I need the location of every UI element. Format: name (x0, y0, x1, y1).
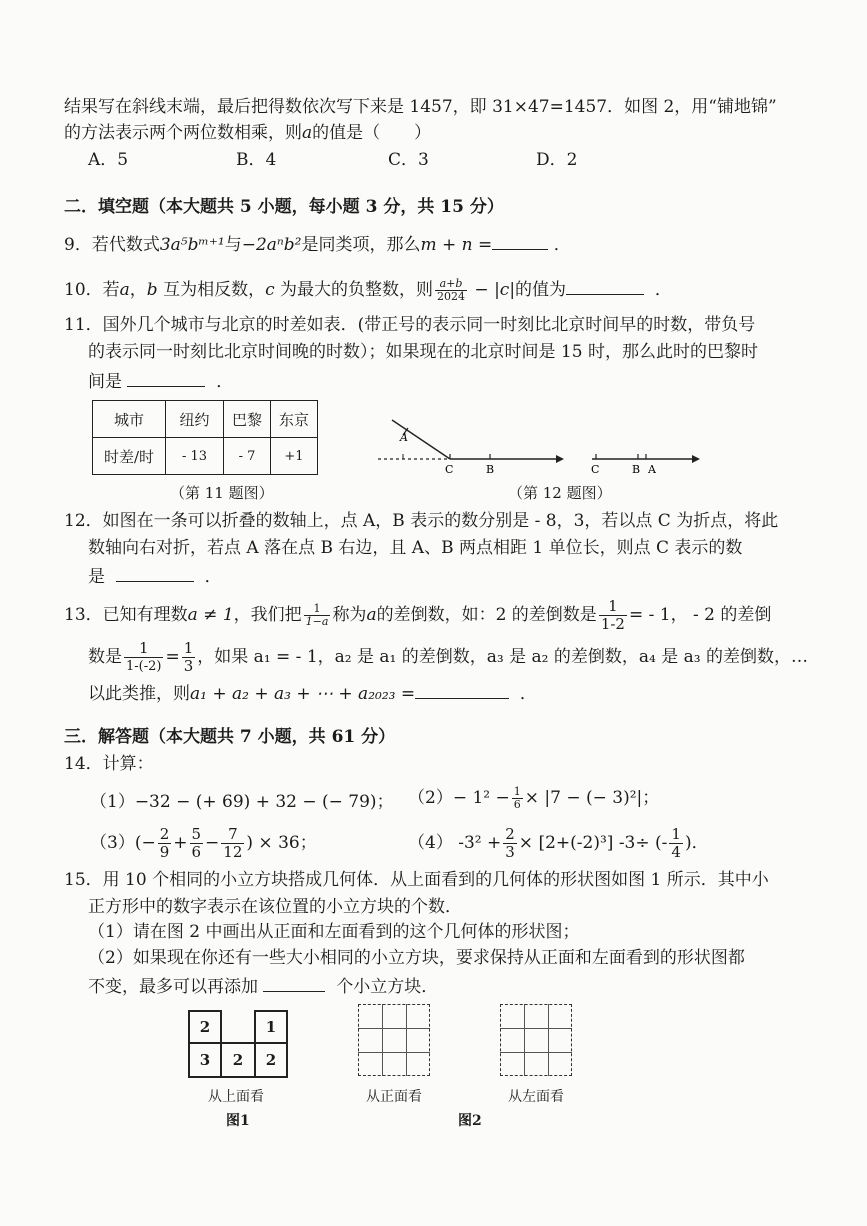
question-13-line-3: 以此类推，则a₁ + a₂ + a₃ + ⋯ + a₂₀₂₃ = ． (88, 680, 537, 706)
fraction: $\frac{1}{1-2}$ (600, 597, 625, 633)
question-11-line-2: 的表示同一时刻比北京时间晚的时数）；如果现在的北京时间是 15 时，那么此时的巴黎时 (88, 342, 758, 362)
time-difference-table (92, 400, 318, 475)
question-15-line-2: 正方形中的数字表示在该位置的小立方块的个数． (88, 897, 462, 917)
left-view-label: 从左面看 (508, 1089, 564, 1105)
question-13-line-2: 数是 $\frac{1}{1-(-2)}$ = $\frac{1}{3}$ ，如果 a₁ = - 1，a₂ 是 a₁ 的差倒数，a₃ 是 a₂ 的差倒数，a₄ 是 a₃ 的差倒数，… (88, 639, 808, 675)
q13-answer-blank[interactable] (415, 680, 509, 699)
figure-11-caption: （第 11 题图） (170, 484, 274, 502)
figure-1-caption: 图1 (226, 1113, 250, 1129)
label-b: B (632, 463, 641, 476)
option-a: A．5 (88, 150, 129, 170)
top-view-cell: 2 (254, 1042, 288, 1078)
label-a: A (400, 431, 408, 444)
q14-part-4: （4） -3² + $\frac{2}{3}$ × [2+(-2)³] -3÷ (- $\frac{1}{4}$ )． (408, 825, 709, 861)
q12-answer-blank[interactable] (116, 563, 194, 582)
fraction: $\frac{1}{4}$ (671, 825, 681, 861)
top-view-cell: 2 (220, 1042, 256, 1078)
question-10: 10．若a，b 互为相反数，c 为最大的负整数，则 $\frac{a+b}{2024}$ − |c|的值为 ． (64, 277, 672, 303)
question-11-line-1: 11．国外几个城市与北京的时差如表．(带正号的表示同一时刻比北京时间早的时数，带负号 (64, 315, 756, 335)
question-12-line-1: 12．如图在一条可以折叠的数轴上，点 A，B 表示的数分别是 - 8，3，若以点 C 为折点，将此 (64, 511, 779, 531)
question-15-part-2a: （2）如果现在你还有一些大小相同的小立方块，要求保持从正面和左面看到的形状图都 (88, 948, 745, 968)
figure-2-caption: 图2 (458, 1113, 482, 1129)
section-2-heading: 二．填空题（本大题共 5 小题，每小题 3 分，共 15 分） (64, 197, 504, 217)
figure-12-caption: （第 12 题图） (508, 484, 612, 502)
top-view-cell: 2 (188, 1010, 222, 1044)
fraction: $\frac{1}{1-(-2)}$ (126, 639, 162, 674)
front-view-grid[interactable] (358, 1004, 430, 1076)
top-view-cell: 1 (254, 1010, 288, 1044)
option-c: C．3 (388, 150, 429, 170)
intro-line-2: 的方法表示两个两位数相乘，则a的值是（ ） (64, 123, 432, 143)
option-d: D．2 (536, 150, 578, 170)
q10-answer-blank[interactable] (566, 276, 644, 295)
table-row (93, 438, 318, 475)
table-cell: 城市 (93, 401, 166, 438)
table-cell: 纽约 (166, 401, 224, 438)
label-c: C (445, 463, 454, 476)
q15-answer-blank[interactable] (263, 973, 325, 992)
left-view-grid[interactable] (500, 1004, 572, 1076)
top-view-cell: 3 (188, 1042, 222, 1078)
q11-answer-blank[interactable] (127, 368, 205, 387)
top-view-label: 从上面看 (208, 1089, 264, 1105)
fraction: $\frac{1}{6}$ (513, 785, 521, 811)
table-row (93, 401, 318, 438)
q14-part-3: （3）(− $\frac{2}{9}$ + $\frac{5}{6}$ − $\frac{7}{12}$ ) × 36； (90, 825, 317, 861)
question-13-line-1: 13．已知有理数a ≠ 1，我们把 $\frac{1}{1-a}$ 称为a的差倒数，如：2 的差倒数是 $\frac{1}{1-2}$ = - 1， - 2 的差倒 (64, 597, 772, 633)
table-cell: 东京 (271, 401, 318, 438)
fraction: $\frac{5}{6}$ (191, 825, 202, 861)
label-c: C (591, 463, 600, 476)
table-cell: 时差/时 (93, 438, 166, 475)
q14-part-1: （1）−32 − (+ 69) + 32 − (− 79)； (90, 792, 394, 812)
table-cell: 巴黎 (224, 401, 271, 438)
fraction: $\frac{7}{12}$ (223, 825, 243, 861)
question-15-line-1: 15．用 10 个相同的小立方块搭成几何体．从上面看到的几何体的形状图如图 1 所示．其中小 (64, 870, 769, 890)
table-cell: - 7 (224, 438, 271, 475)
q10-fraction: $\frac{a+b}{2024}$ (437, 277, 466, 303)
front-view-label: 从正面看 (366, 1089, 422, 1105)
question-12-line-3: 是 ． (88, 563, 222, 589)
q9-answer-blank[interactable] (492, 231, 548, 250)
question-15-part-2b: 不变，最多可以再添加 个小立方块． (88, 973, 438, 999)
question-12-line-2: 数轴向右对折，若点 A 落在点 B 右边，且 A、B 两点相距 1 单位长，则点 C 表示的数 (88, 538, 743, 558)
question-9: 9．若代数式3a⁵bᵐ⁺¹与−2aⁿb²是同类项，那么m + n = ． (64, 231, 571, 257)
table-cell: +1 (271, 438, 318, 475)
fraction: $\frac{1}{3}$ (183, 639, 194, 675)
question-11-line-3: 间是 ． (88, 368, 233, 394)
label-a: A (648, 463, 656, 476)
figure-12-number-line (370, 410, 710, 480)
label-b: B (486, 463, 495, 476)
fraction: $\frac{2}{9}$ (159, 825, 170, 861)
fraction: $\frac{2}{3}$ (505, 825, 515, 861)
question-14-title: 14．计算： (64, 754, 154, 774)
intro-line-1: 结果写在斜线末端，最后把得数依次写下来是 1457，即 31×47=1457．如图 2，用“铺地锦” (64, 97, 777, 117)
q14-part-2: （2）− 1² − $\frac{1}{6}$ × |7 − (− 3)²|； (408, 785, 660, 811)
table-cell: - 13 (166, 438, 224, 475)
question-15-part-1: （1）请在图 2 中画出从正面和左面看到的这个几何体的形状图； (88, 922, 580, 942)
section-3-heading: 三．解答题（本大题共 7 小题，共 61 分） (64, 727, 396, 747)
option-b: B．4 (236, 150, 277, 170)
fraction: $\frac{1}{1-a}$ (305, 602, 329, 628)
